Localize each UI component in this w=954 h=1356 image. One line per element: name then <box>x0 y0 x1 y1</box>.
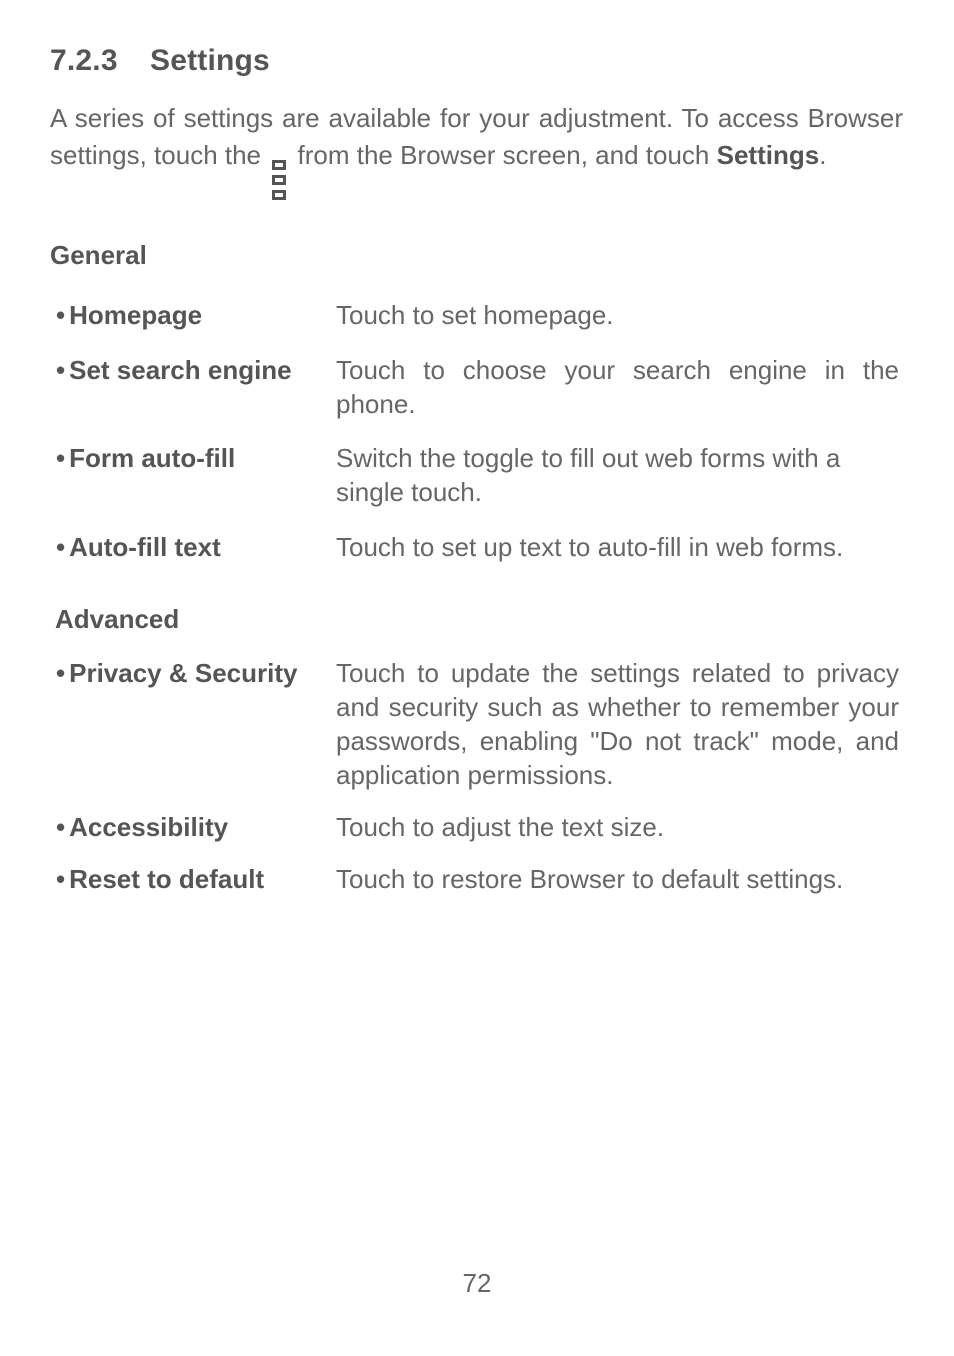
page-number: 72 <box>462 1268 492 1298</box>
menu-vertical-dots-icon <box>272 160 286 200</box>
section-heading <box>50 44 270 78</box>
list-item <box>56 810 899 844</box>
intro-end-punct: . <box>819 140 827 170</box>
list-item <box>56 298 899 332</box>
item-description: Touch to set up text to auto-fill in web forms. <box>336 532 844 562</box>
item-term: • Form auto-fill <box>56 443 236 473</box>
item-term: • Reset to default <box>56 864 265 894</box>
intro-bold-settings: Settings <box>716 140 820 170</box>
intro-text-after: from the Browser screen, and touch <box>297 140 710 170</box>
item-description: Touch to adjust the text size. <box>336 812 665 842</box>
item-description: Touch to set homepage. <box>336 300 614 330</box>
general-section-title: General <box>50 240 147 270</box>
item-term: • Auto-fill text <box>56 532 221 562</box>
list-item <box>56 862 899 896</box>
item-term: • Set search engine <box>56 355 292 385</box>
item-description: Touch to update the settings related to privacy and security such as whether to remember your passwords, enabling "Do not track" mode, and application permissions. <box>336 658 899 790</box>
advanced-section-title: Advanced <box>55 604 180 634</box>
list-item <box>56 656 899 792</box>
item-description: Touch to choose your search engine in the phone. <box>336 355 899 419</box>
item-term: • Homepage <box>56 300 203 330</box>
section-number: 7.2.3 <box>50 44 118 77</box>
intro-text-before: A series of settings are available for your adjustment. To access Browser settings, touch the <box>50 103 903 170</box>
item-term: • Accessibility <box>56 812 229 842</box>
list-item <box>56 353 899 421</box>
list-item <box>56 441 899 509</box>
intro-paragraph <box>50 100 903 200</box>
list-item <box>56 530 899 564</box>
section-title: Settings <box>150 44 270 77</box>
item-term: • Privacy & Security <box>56 658 298 688</box>
item-description: Touch to restore Browser to default settings. <box>336 864 844 894</box>
item-description: Switch the toggle to fill out web forms with a single touch. <box>336 443 841 507</box>
